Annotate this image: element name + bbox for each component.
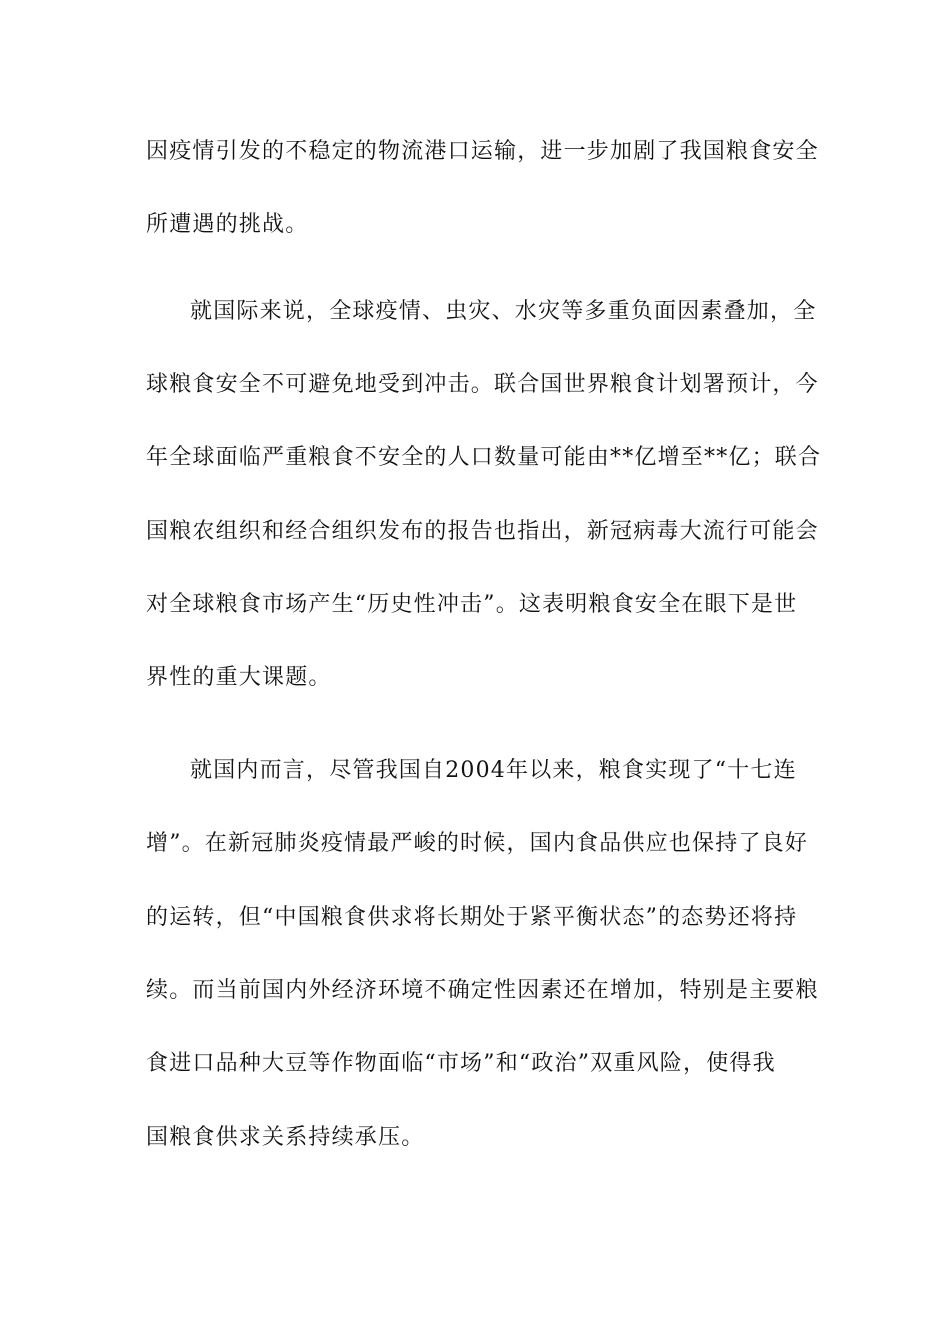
paragraph-line: 就国内而言，尽管我国自2004年以来，粮食实现了“十七连 bbox=[190, 758, 797, 783]
paragraph-line: 的运转，但“中国粮食供求将长期处于紧平衡状态”的态势还将持 bbox=[146, 905, 798, 930]
paragraph-line: 食进口品种大豆等作物面临“市场”和“政治”双重风险，使得我 bbox=[146, 1051, 776, 1076]
paragraph-line: 增”。在新冠肺炎疫情最严峻的时候，国内食品供应也保持了良好 bbox=[146, 831, 809, 856]
paragraph-line: 就国际来说，全球疫情、虫灾、水灾等多重负面因素叠加，全 bbox=[190, 299, 817, 324]
paragraph-line: 球粮食安全不可避免地受到冲击。联合国世界粮食计划署预计，今 bbox=[146, 372, 819, 397]
paragraph-line: 对全球粮食市场产生“历史性冲击”。这表明粮食安全在眼下是世 bbox=[146, 592, 798, 617]
paragraph-line: 国粮食供求关系持续承压。 bbox=[146, 1125, 425, 1150]
paragraph-line: 续。而当前国内外经济环境不确定性因素还在增加，特别是主要粮 bbox=[146, 978, 819, 1003]
paragraph-line: 所遭遇的挑战。 bbox=[146, 212, 309, 237]
paragraph-line: 年全球面临严重粮食不安全的人口数量可能由**亿增至**亿；联合 bbox=[146, 445, 822, 470]
paragraph-line: 国粮农组织和经合组织发布的报告也指出，新冠病毒大流行可能会 bbox=[146, 519, 819, 544]
paragraph-line: 界性的重大课题。 bbox=[146, 665, 332, 690]
paragraph-line: 因疫情引发的不稳定的物流港口运输，进一步加剧了我国粮食安全 bbox=[146, 139, 819, 164]
